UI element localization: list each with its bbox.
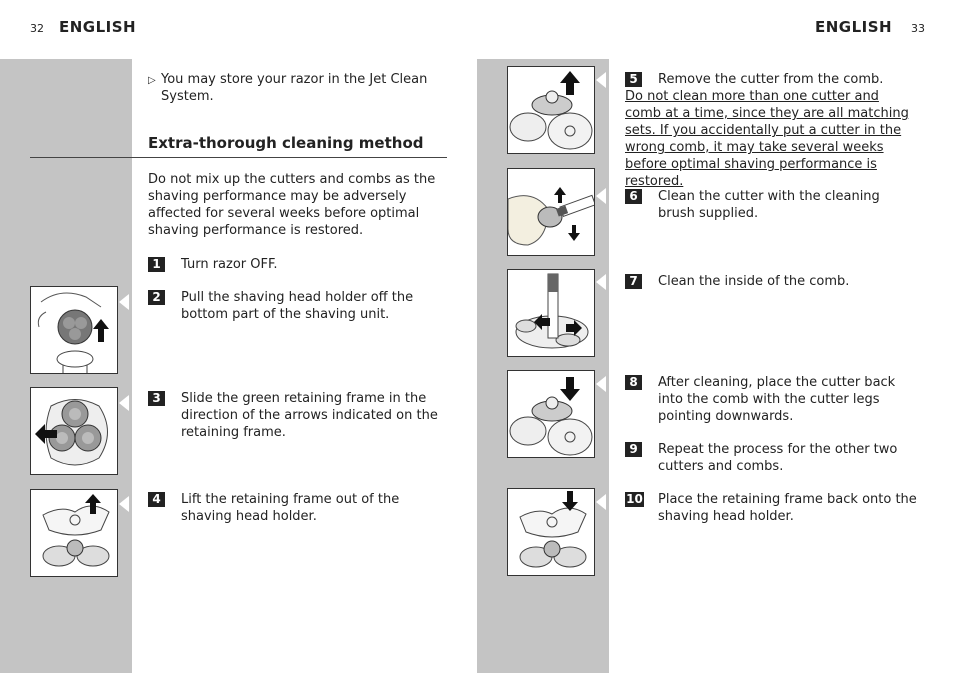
illustration-step-2 (30, 286, 118, 374)
step-number-1: 1 (148, 257, 165, 272)
step-number-3: 3 (148, 391, 165, 406)
page-number-left: 32 (30, 22, 44, 35)
notch-step-3 (119, 395, 129, 411)
bullet-text: You may store your razor in the Jet Clean System. (161, 72, 428, 104)
step-text-7: Clean the inside of the comb. (658, 274, 850, 289)
notch-step-7 (596, 274, 606, 290)
page-header-left: ENGLISH (59, 18, 137, 36)
notch-step-2 (119, 294, 129, 310)
notch-step-6 (596, 188, 606, 204)
section-title: Extra-thorough cleaning method (148, 134, 424, 152)
step-text-3: Slide the green retaining frame in the direction of the arrows indicated on the retaining frame. (181, 391, 438, 440)
step-number-8: 8 (625, 375, 642, 390)
step-text-4: Lift the retaining frame out of the shaving head holder. (181, 492, 400, 524)
step-text-10: Place the retaining frame back onto the shaving head holder. (658, 492, 917, 524)
intro-paragraph: Do not mix up the cutters and combs as the shaving performance may be adversely affected for several weeks before optimal shaving performance is restored. (148, 172, 436, 238)
step-number-9: 9 (625, 442, 642, 457)
step-number-4: 4 (148, 492, 165, 507)
illustration-step-5 (507, 66, 595, 154)
illustration-step-8 (507, 370, 595, 458)
step-text-5: Remove the cutter from the comb. (658, 72, 884, 87)
notch-step-4 (119, 496, 129, 512)
step-text-8: After cleaning, place the cutter back into the comb with the cutter legs pointing downwards. (658, 375, 896, 424)
section-rule (30, 157, 447, 158)
step-text-6: Clean the cutter with the cleaning brush supplied. (658, 189, 880, 221)
step-text-2: Pull the shaving head holder off the bottom part of the shaving unit. (181, 290, 414, 322)
warning-note: Do not clean more than one cutter and comb at a time, since they are all matching sets. If you accidentally put a cutter in the wrong comb, it may take several weeks before optimal shaving performance is restored. (625, 89, 909, 189)
step-text-9: Repeat the process for the other two cutters and combs. (658, 442, 898, 474)
page-number-right: 33 (911, 22, 925, 35)
illustration-step-7 (507, 269, 595, 357)
step-text-1: Turn razor OFF. (181, 257, 278, 272)
illustration-step-6 (507, 168, 595, 256)
bullet-marker: ▷ (148, 75, 156, 86)
illustration-step-3 (30, 387, 118, 475)
notch-step-10 (596, 494, 606, 510)
step-number-7: 7 (625, 274, 642, 289)
step-number-5: 5 (625, 72, 642, 87)
step-number-10: 10 (626, 492, 643, 506)
page-header-right: ENGLISH (815, 18, 893, 36)
illustration-step-10 (507, 488, 595, 576)
notch-step-5 (596, 72, 606, 88)
notch-step-8 (596, 376, 606, 392)
step-number-2: 2 (148, 290, 165, 305)
step-number-6: 6 (625, 189, 642, 204)
illustration-step-4 (30, 489, 118, 577)
